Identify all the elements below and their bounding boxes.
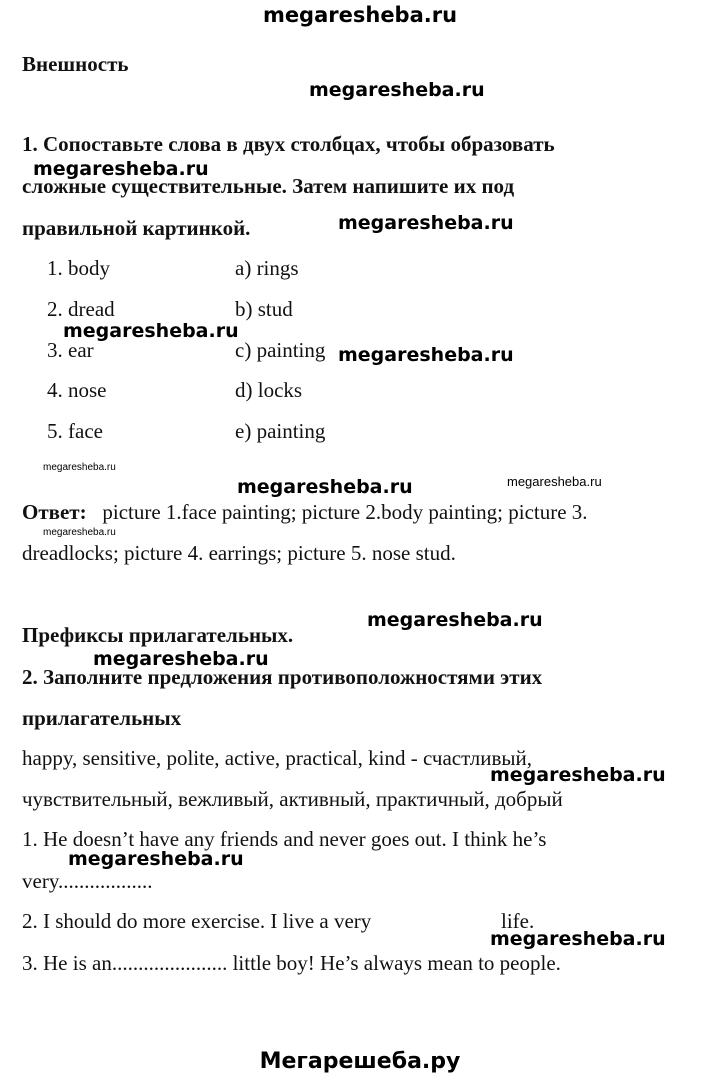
list-item-left: 3. ear	[47, 338, 94, 362]
footer-watermark: Мегарешеба.ру	[259, 1049, 461, 1074]
watermark: megaresheba.ru	[63, 320, 239, 342]
sentence-2-end: life.	[501, 909, 535, 933]
task1-heading-line1: 1. Сопоставьте слова в двух столбцах, чтобы образовать	[22, 132, 555, 156]
task2-heading-line1: 2. Заполните предложения противоположностями этих	[22, 665, 543, 689]
list-item-left: 1. body	[47, 256, 110, 280]
list-item-left: 5. face	[47, 419, 103, 443]
watermark: megaresheba.ru	[93, 648, 269, 670]
list-item-right: b) stud	[235, 297, 293, 321]
watermark: megaresheba.ru	[309, 79, 485, 101]
answer-line2: dreadlocks; picture 4. earrings; picture 5. nose stud.	[22, 541, 456, 565]
section-title-prefixes: Префиксы прилагательных.	[22, 623, 294, 647]
sentence-2: 2. I should do more exercise. I live a very	[22, 909, 372, 933]
watermark: megaresheba.ru	[338, 212, 514, 234]
list-item-left: 2. dread	[47, 297, 115, 321]
watermark: megaresheba.ru	[490, 928, 666, 950]
sentence-3: 3. He is an...................... little boy! He’s always mean to people.	[22, 951, 561, 975]
list-item-right: c) painting	[235, 338, 326, 362]
watermark: megaresheba.ru	[237, 476, 413, 498]
watermark: megaresheba.ru	[68, 848, 244, 870]
task2-heading-line2: прилагательных	[22, 706, 182, 730]
watermark: megaresheba.ru	[367, 609, 543, 631]
task1-heading-line3: правильной картинкой.	[22, 216, 251, 240]
list-item-left: 4. nose	[47, 378, 107, 402]
watermark: megaresheba.ru	[338, 344, 514, 366]
watermark-small: megaresheba.ru	[43, 527, 116, 538]
section-title-appearance: Внешность	[22, 52, 129, 76]
list-item-right: d) locks	[235, 378, 303, 402]
header-watermark: megaresheba.ru	[262, 3, 458, 27]
watermark: megaresheba.ru	[490, 764, 666, 786]
watermark: megaresheba.ru	[33, 158, 209, 180]
adjective-list-line2: чувствительный, вежливый, активный, практичный, добрый	[22, 787, 563, 811]
list-item-right: e) painting	[235, 419, 326, 443]
task1-heading-line2: сложные существительные. Затем напишите их под	[22, 174, 515, 198]
sentence-1-line1: 1. He doesn’t have any friends and never goes out. I think he’s	[22, 827, 547, 851]
answer-line1	[22, 500, 588, 525]
sentence-1-line2: very..................	[22, 869, 153, 893]
list-item-right: a) rings	[235, 256, 299, 280]
watermark-small: megaresheba.ru	[43, 462, 116, 473]
answer-label: Ответ:	[22, 500, 87, 524]
adjective-list-line1: happy, sensitive, polite, active, practical, kind - счастливый,	[22, 746, 532, 770]
watermark-small: megaresheba.ru	[507, 474, 602, 489]
answer-text: picture 1.face painting; picture 2.body painting; picture 3.	[102, 500, 588, 524]
